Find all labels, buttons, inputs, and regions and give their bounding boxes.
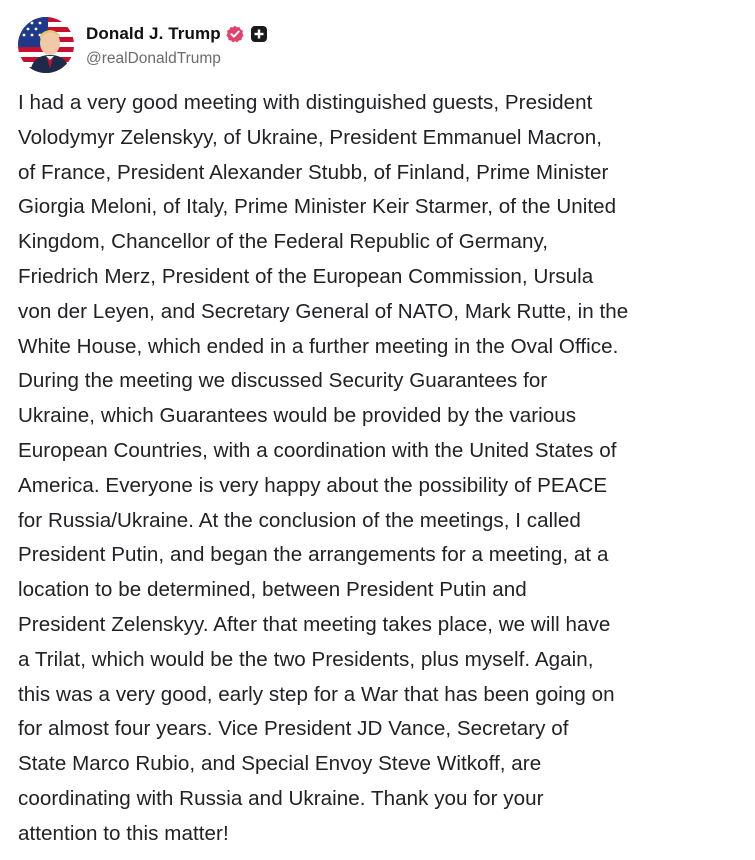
post-text: I had a very good meeting with distinguished guests, President Volodymyr Zelenskyy, of Ukraine, President Emmanuel Macron, of France, President Alexander Stubb, of Finland, Prime Minister Giorgia Meloni, of Italy, Prime Minister Keir Starmer, of the United Kingdom, Chancellor of the Federal Republic of Germany, Friedrich Merz, President of the European Commission, Ursula von der Leyen, and Secretary General of NATO, Mark Rutte, in the White House, which ended in a further meeting in the Oval Office. During the meeting we discussed Security Guarantees for Ukraine, which Guarantees would be provided by the various European Countries, with a coordination with the United States of America. Everyone is very happy about the possibility of PEACE for Russia/Ukraine. At the conclusion of the meetings, I called President Putin, and began the arrangements for a meeting, at a location to be determined, between President Putin and President Zelenskyy. After that meeting takes place, we will have a Trilat, which would be the two Presidents, plus myself. Again, this was a very good, early step for a War that has been going on for almost four years. Vice President JD Vance, Secretary of State Marco Rubio, and Special Envoy Steve Witkoff, are coordinating with Russia and Ukraine. Thank you for your attention to this matter! <box>18 91 629 845</box>
avatar[interactable] <box>18 17 74 73</box>
name-row <box>86 23 268 45</box>
post-header <box>18 17 268 73</box>
verified-badge-icon <box>226 25 244 43</box>
handle[interactable]: @realDonaldTrump <box>86 50 221 67</box>
author-info <box>86 23 268 68</box>
display-name[interactable]: Donald J. Trump <box>86 24 221 43</box>
plus-box-icon <box>250 25 268 43</box>
